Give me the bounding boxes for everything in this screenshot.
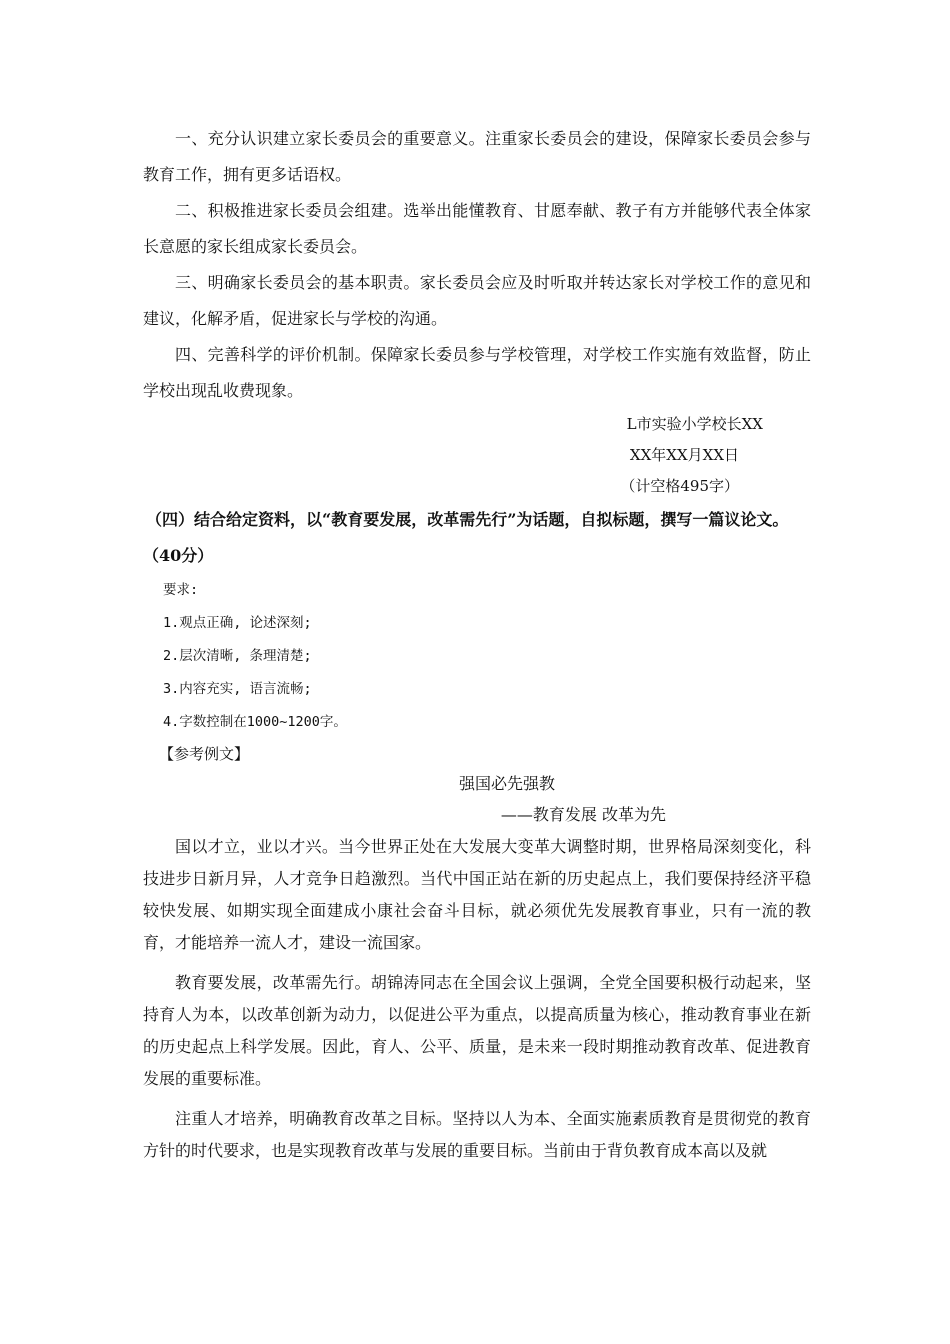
document-content [143, 121, 811, 1167]
reference-label: 【参考例文】 [159, 745, 250, 763]
essay-paragraph-1: 国以才立，业以才兴。当今世界正处在大发展大变革大调整时期，世界格局深刻变化，科技进步日新月异，人才竞争日趋激烈。当代中国正站在新的历史起点上，我们要保持经济平稳较快发展、如期实现全面建成小康社会奋斗目标，就必须优先发展教育事业，只有一流的教育，才能培养一流人才，建设一流国家。 [143, 837, 811, 952]
essay-title: 强国必先强教 [458, 774, 555, 793]
letter-signature: L市实验小学校长XX [626, 415, 763, 433]
essay-paragraph-3: 注重人才培养，明确教育改革之目标。坚持以人为本、全面实施素质教育是贯彻党的教育方针的时代要求，也是实现教育改革与发展的重要目标。当前由于背负教育成本高以及就 [143, 1109, 811, 1160]
letter-point-3: 三、明确家长委员会的基本职责。家长委员会应及时听取并转达家长对学校工作的意见和建议，化解矛盾，促进家长与学校的沟通。 [143, 273, 811, 328]
letter-point-4: 四、完善科学的评价机制。保障家长委员参与学校管理，对学校工作实施有效监督，防止学校出现乱收费现象。 [143, 345, 811, 400]
requirement-item-2: 2.层次清晰, 条理清楚; [163, 648, 312, 664]
letter-word-count: （计空格495字） [620, 477, 739, 495]
letter-section [143, 121, 811, 502]
requirements-label: 要求: [163, 582, 199, 598]
essay-paragraph-2: 教育要发展，改革需先行。胡锦涛同志在全国会议上强调，全党全国要积极行动起来，坚持育人为本，以改革创新为动力，以促进公平为重点，以提高质量为核心，推动教育事业在新的历史起点上科学发展。因此，育人、公平、质量，是未来一段时期推动教育改革、促进教育发展的重要标准。 [143, 973, 811, 1088]
letter-point-2: 二、积极推进家长委员会组建。选举出能懂教育、甘愿奉献、教子有方并能够代表全体家长意愿的家长组成家长委员会。 [143, 201, 811, 256]
question-section [143, 502, 811, 739]
letter-date: XX年XX月XX日 [629, 446, 739, 464]
requirement-item-4: 4.字数控制在1000~1200字。 [163, 714, 347, 730]
reference-essay-section [143, 739, 811, 1167]
essay-subtitle: ——教育发展 改革为先 [500, 805, 666, 824]
question-heading: （四）结合给定资料，以“教育要发展，改革需先行”为话题，自拟标题，撰写一篇议论文。（40分） [143, 510, 789, 565]
letter-point-1: 一、充分认识建立家长委员会的重要意义。注重家长委员会的建设，保障家长委员会参与教育工作，拥有更多话语权。 [143, 129, 811, 184]
requirement-item-1: 1.观点正确, 论述深刻; [163, 615, 312, 631]
requirement-item-3: 3.内容充实, 语言流畅; [163, 681, 312, 697]
